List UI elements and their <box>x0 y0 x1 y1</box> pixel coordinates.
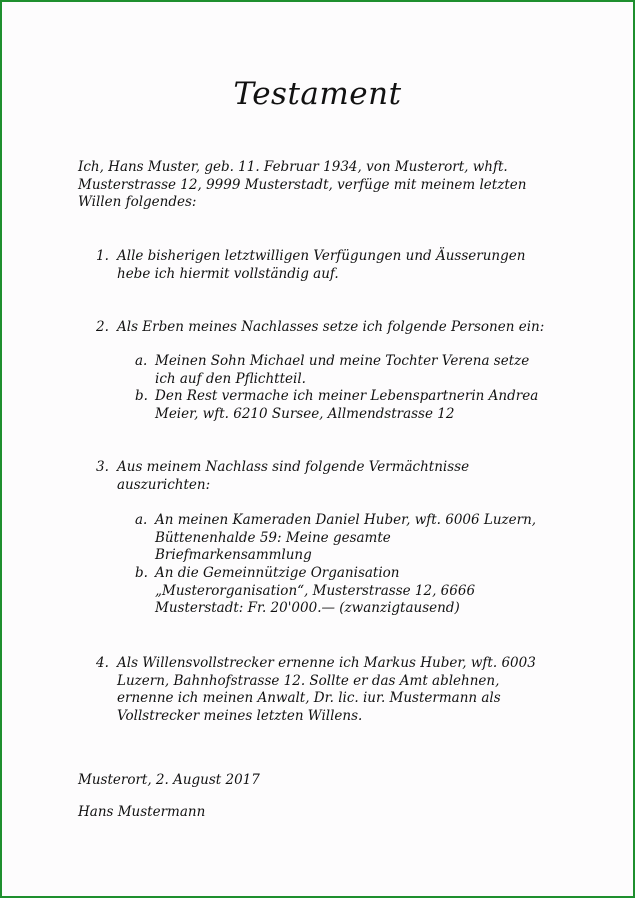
item-line: Luzern, Bahnhofstrasse 12. Sollte er das Amt ablehnen, <box>117 672 500 689</box>
item-2-text <box>117 319 544 337</box>
item-line: Aus meinem Nachlass sind folgende Vermächtnisse <box>117 459 470 475</box>
item-2-sub-b-text <box>155 388 538 423</box>
sub-item-line: Den Rest vermache ich meiner Lebenspartnerin Andrea <box>155 388 539 404</box>
item-number-4: 4. <box>96 655 109 671</box>
sub-item-line: Briefmarkensammlung <box>155 547 312 563</box>
sub-item-line: An die Gemeinnützige Organisation <box>155 565 400 581</box>
sub-item-line: Meier, wft. 6210 Sursee, Allmendstrasse 12 <box>155 405 455 422</box>
sub-item-line: An meinen Kameraden Daniel Huber, wft. 6006 Luzern, <box>155 512 537 528</box>
item-number-2: 2. <box>96 319 109 335</box>
item-line: Alle bisherigen letztwilligen Verfügungen und Äusserungen <box>117 248 526 264</box>
item-2-sub-b-letter: b. <box>135 388 148 404</box>
intro-paragraph <box>78 159 526 212</box>
item-1-text <box>117 248 525 283</box>
signature: Hans Mustermann <box>78 804 206 820</box>
sub-item-line: Büttenenhalde 59: Meine gesamte <box>155 529 391 546</box>
item-3-sub-b-text <box>155 565 475 618</box>
intro-line: Willen folgendes: <box>78 194 197 210</box>
sub-item-line: Musterstadt: Fr. 20'000.— (zwanzigtausend) <box>155 600 460 616</box>
item-line: Als Willensvollstrecker ernenne ich Markus Huber, wft. 6003 <box>117 655 536 671</box>
sub-item-line: „Musterorganisation“, Musterstrasse 12, 6666 <box>155 582 476 599</box>
intro-line: Ich, Hans Muster, geb. 11. Februar 1934, von Musterort, whft. <box>78 159 508 175</box>
item-3-sub-b-letter: b. <box>135 565 148 581</box>
document-title: Testament <box>233 76 402 112</box>
item-line: ernenne ich meinen Anwalt, Dr. lic. iur. Mustermann als <box>117 690 501 706</box>
item-4-text <box>117 655 536 725</box>
item-line: Vollstrecker meines letzten Willens. <box>117 707 363 724</box>
item-2-sub-a-letter: a. <box>135 353 148 369</box>
intro-line: Musterstrasse 12, 9999 Musterstadt, verfüge mit meinem letzten <box>78 176 527 193</box>
sub-item-line: Meinen Sohn Michael und meine Tochter Verena setze <box>155 353 530 369</box>
item-2-sub-a-text <box>155 353 529 388</box>
item-line: Als Erben meines Nachlasses setze ich folgende Personen ein: <box>117 319 545 335</box>
item-line: auszurichten: <box>117 476 211 493</box>
place-date: Musterort, 2. August 2017 <box>78 772 260 788</box>
item-3-sub-a-text <box>155 512 536 565</box>
item-3-text <box>117 459 469 494</box>
item-number-3: 3. <box>96 459 109 475</box>
item-number-1: 1. <box>96 248 109 264</box>
item-line: hebe ich hiermit vollständig auf. <box>117 265 339 282</box>
item-3-sub-a-letter: a. <box>135 512 148 528</box>
sub-item-line: ich auf den Pflichtteil. <box>155 370 306 387</box>
